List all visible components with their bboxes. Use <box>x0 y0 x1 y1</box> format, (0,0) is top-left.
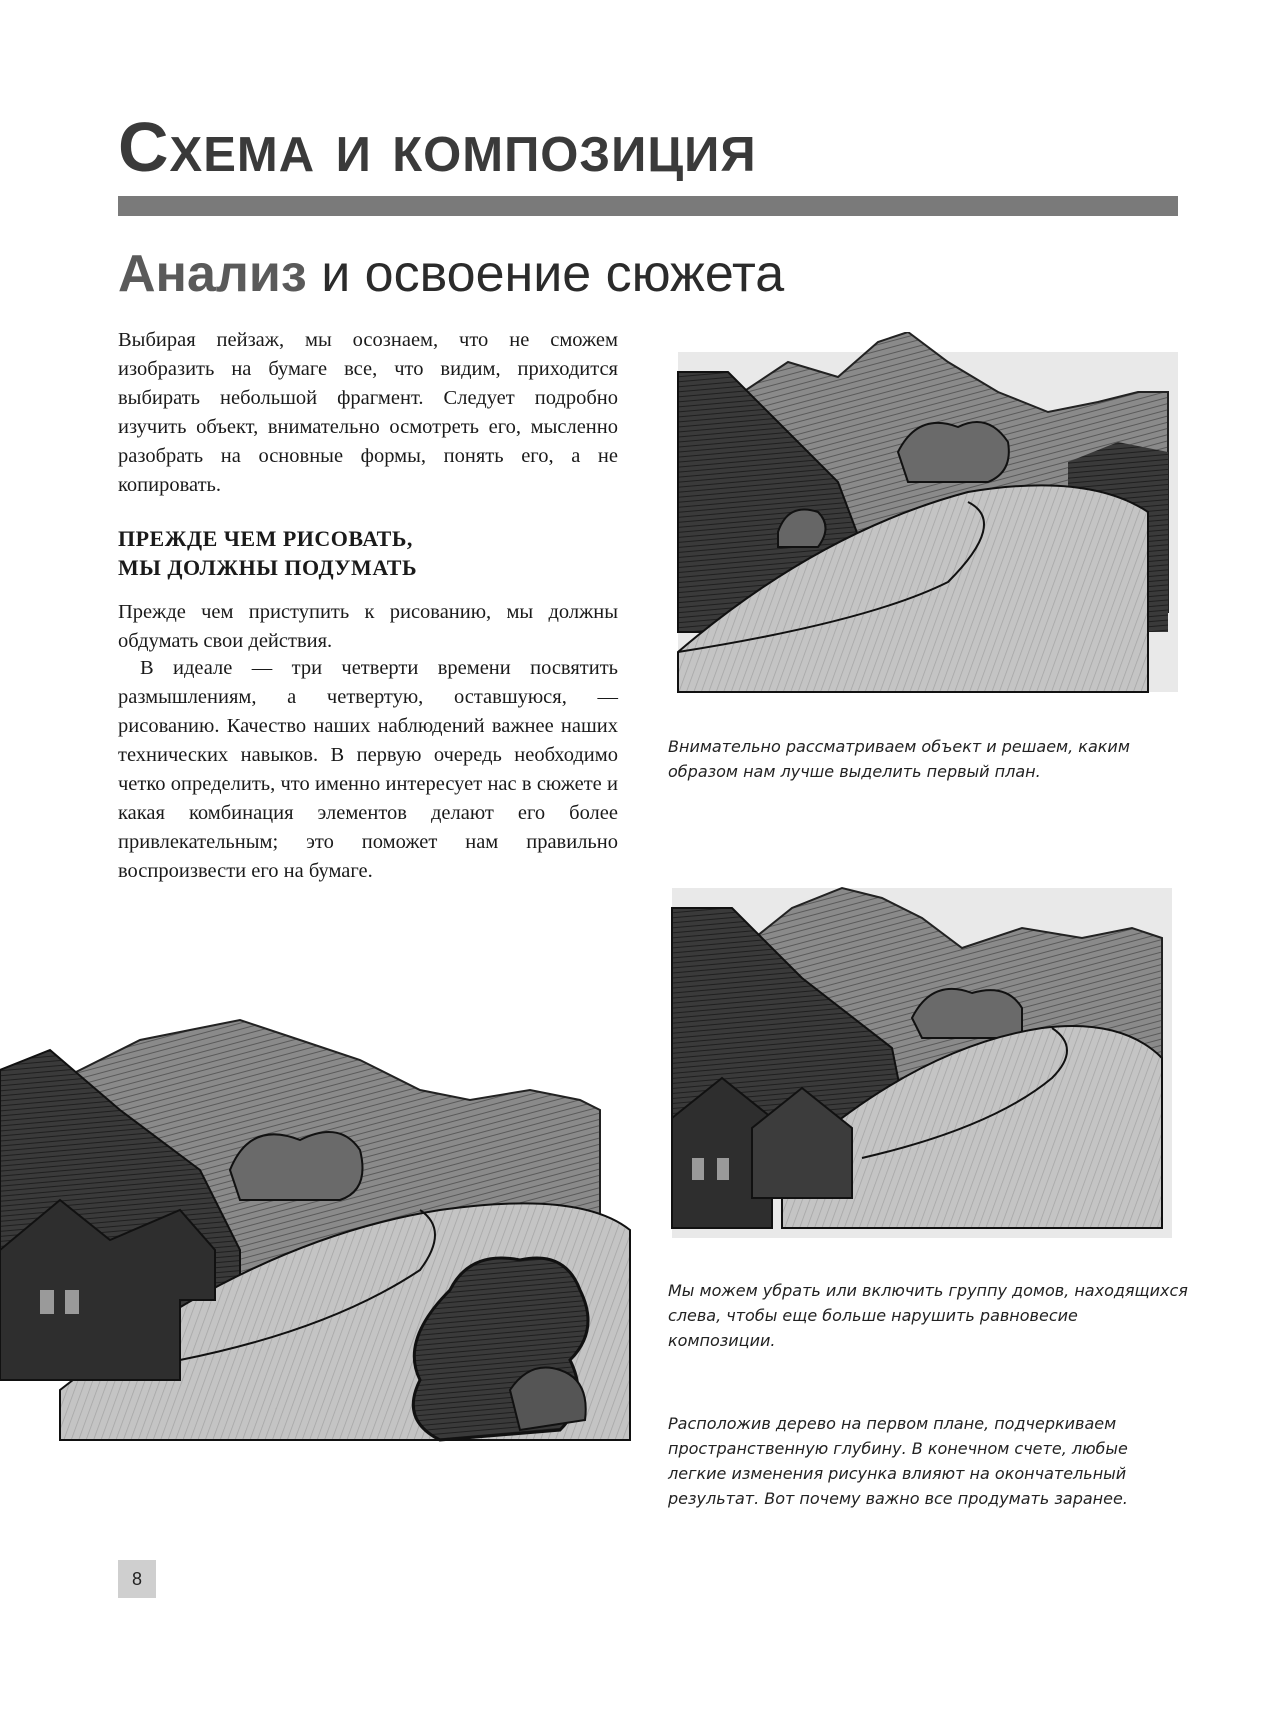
body-paragraph-2: В идеале — три четверти времени посвятить размышлениям, а четвертую, оставшуюся, — рисованию. Качество наших наблюдений важнее наших технических навыков. В первую очередь необходимо четко определить, что именно интересует нас в сюжете и какая комбинация элементов делают его более привлекательным; это поможет нам правильно воспроизвести его на бумаге. <box>118 657 618 882</box>
body-paragraph-1: Прежде чем приступить к рисованию, мы должны обдумать свои действия. <box>118 601 618 652</box>
intro-paragraph: Выбирая пейзаж, мы осознаем, что не сможем изобразить на бумаге все, что видим, приходится выбирать небольшой фрагмент. Следует подробно изучить объект, внимательно осмотреть его, мысленно разобрать на основные формы, понять его, а не копировать. <box>118 329 618 496</box>
section-subtitle <box>118 246 784 303</box>
page-title: Схема и композиция <box>118 108 757 186</box>
figure-caption-2: Мы можем убрать или включить группу домов, находящихся слева, чтобы еще больше нарушить равновесие композиции. <box>668 1281 1188 1350</box>
page-number: 8 <box>118 1560 156 1598</box>
section-heading <box>118 524 598 582</box>
figure-caption-3: Расположив дерево на первом плане, подчеркиваем пространственную глубину. В конечном счете, любые легкие изменения рисунка влияют на окончательный результат. Вот почему важно все продумать заранее. <box>668 1414 1128 1508</box>
landscape-illustration-2 <box>662 868 1182 1248</box>
landscape-illustration-3 <box>0 1000 640 1460</box>
subtitle-rest: и освоение сюжета <box>321 245 785 303</box>
title-rule <box>118 196 1178 216</box>
figure-caption-1: Внимательно рассматриваем объект и решаем, каким образом нам лучше выделить первый план. <box>668 737 1130 781</box>
section-heading-line1: ПРЕЖДЕ ЧЕМ РИСОВАТЬ, <box>118 526 413 551</box>
subtitle-bold: Анализ <box>118 245 307 303</box>
landscape-illustration-1 <box>668 332 1188 720</box>
section-heading-line2: МЫ ДОЛЖНЫ ПОДУМАТЬ <box>118 555 417 580</box>
